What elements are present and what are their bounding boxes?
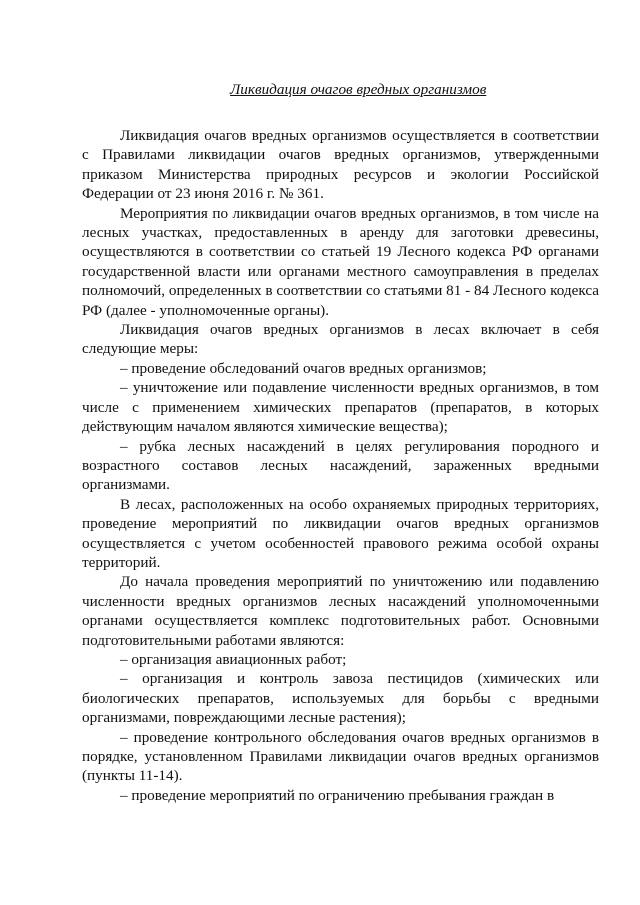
list-item: – уничтожение или подавление численности вредных организмов, в том числе с применением химических препаратов (препаратов, в которых действующим началом являются химические вещества); — [82, 379, 599, 436]
list-item: – проведение обследований очагов вредных организмов; — [120, 359, 487, 377]
paragraph: В лесах, расположенных на особо охраняемых природных территориях, проведение мероприятий по ликвидации очагов вредных организмов осуществляется с учетом особенностей правового режима особой охраны территорий. — [82, 495, 599, 571]
list-item: – рубка лесных насаждений в целях регулирования породного и возрастного составов лесных насаждений, зараженных вредными организмами. — [82, 437, 599, 494]
list-item: – проведение мероприятий по ограничению пребывания граждан в — [120, 786, 555, 804]
paragraph: Ликвидация очагов вредных организмов осуществляется в соответствии с Правилами ликвидации очагов вредных организмов, утвержденными приказом Министерства природных ресурсов и экологии Российской Федерации от 23 июня 2016 г. № 361. — [82, 127, 599, 203]
paragraph: До начала проведения мероприятий по уничтожению или подавлению численности вредных организмов лесных насаждений уполномоченными органами осуществляется комплекс подготовительных работ. Основными подготовительными работами являются: — [82, 573, 599, 649]
paragraph: Мероприятия по ликвидации очагов вредных организмов, в том числе на лесных участках, предоставленных в аренду для заготовки древесины, осуществляются в соответствии со статьей 19 Лесного кодекса РФ органами государственной власти или органами местного самоуправления в пределах полномочий, определенных в соответствии со статьями 81 - 84 Лесного кодекса РФ (далее - уполномоченные органы). — [82, 204, 599, 319]
document-title: Ликвидация очагов вредных организмов — [230, 81, 487, 98]
list-item: – проведение контрольного обследования очагов вредных организмов в порядке, установленном Правилами ликвидации очагов вредных организмов (пункты 11-14). — [82, 728, 599, 785]
list-item: – организация авиационных работ; — [120, 650, 347, 668]
list-item: – организация и контроль завоза пестицидов (химических или биологических препаратов, используемых для борьбы с вредными организмами, повреждающими лесные растения); — [82, 670, 599, 727]
paragraph: Ликвидация очагов вредных организмов в лесах включает в себя следующие меры: — [82, 321, 599, 358]
